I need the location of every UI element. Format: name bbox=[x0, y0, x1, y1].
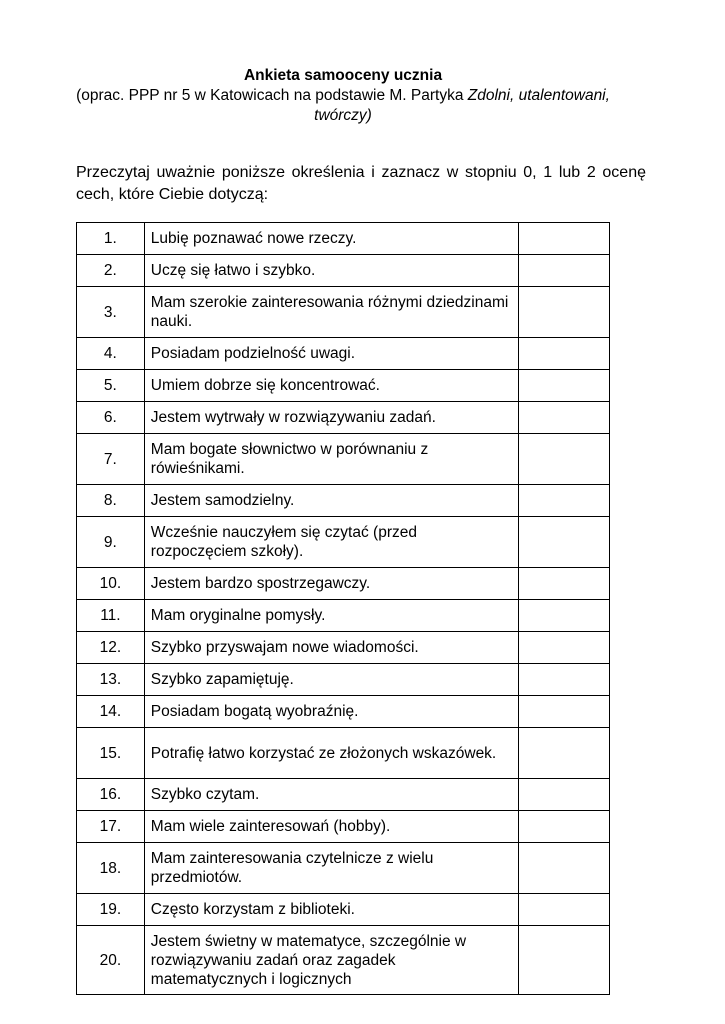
rating-cell[interactable] bbox=[519, 926, 610, 995]
item-number: 7. bbox=[77, 434, 145, 485]
rating-cell[interactable] bbox=[519, 894, 610, 926]
rating-cell[interactable] bbox=[519, 696, 610, 728]
table-row bbox=[77, 402, 610, 434]
rating-cell[interactable] bbox=[519, 664, 610, 696]
item-number: 18. bbox=[77, 843, 145, 894]
document-header bbox=[76, 66, 610, 126]
table-row bbox=[77, 728, 610, 779]
item-text: Umiem dobrze się koncentrować. bbox=[144, 370, 519, 402]
item-text: Jestem samodzielny. bbox=[144, 485, 519, 517]
item-number: 8. bbox=[77, 485, 145, 517]
item-text: Posiadam bogatą wyobraźnię. bbox=[144, 696, 519, 728]
rating-cell[interactable] bbox=[519, 485, 610, 517]
item-text: Potrafię łatwo korzystać ze złożonych wskazówek. bbox=[144, 728, 519, 779]
item-number: 16. bbox=[77, 779, 145, 811]
item-number: 13. bbox=[77, 664, 145, 696]
item-text: Często korzystam z biblioteki. bbox=[144, 894, 519, 926]
item-text: Wcześnie nauczyłem się czytać (przed rozpoczęciem szkoły). bbox=[144, 517, 519, 568]
table-row bbox=[77, 485, 610, 517]
item-number: 17. bbox=[77, 811, 145, 843]
table-row bbox=[77, 568, 610, 600]
item-number: 1. bbox=[77, 223, 145, 255]
item-text: Jestem wytrwały w rozwiązywaniu zadań. bbox=[144, 402, 519, 434]
item-number: 12. bbox=[77, 632, 145, 664]
rating-cell[interactable] bbox=[519, 434, 610, 485]
item-number: 20. bbox=[77, 926, 145, 995]
table-row bbox=[77, 338, 610, 370]
item-text: Mam szerokie zainteresowania różnymi dziedzinami nauki. bbox=[144, 287, 519, 338]
rating-cell[interactable] bbox=[519, 255, 610, 287]
rating-cell[interactable] bbox=[519, 600, 610, 632]
item-text: Mam bogate słownictwo w porównaniu z rówieśnikami. bbox=[144, 434, 519, 485]
table-row bbox=[77, 223, 610, 255]
table-row bbox=[77, 370, 610, 402]
table-row bbox=[77, 632, 610, 664]
item-number: 5. bbox=[77, 370, 145, 402]
item-text: Uczę się łatwo i szybko. bbox=[144, 255, 519, 287]
table-row bbox=[77, 779, 610, 811]
table-row bbox=[77, 600, 610, 632]
item-number: 4. bbox=[77, 338, 145, 370]
rating-cell[interactable] bbox=[519, 287, 610, 338]
subtitle-source: (oprac. PPP nr 5 w Katowicach na podstawie M. Partyka bbox=[76, 87, 468, 104]
item-text: Mam wiele zainteresowań (hobby). bbox=[144, 811, 519, 843]
item-number: 19. bbox=[77, 894, 145, 926]
instructions: Przeczytaj uważnie poniższe określenia i zaznacz w stopniu 0, 1 lub 2 ocenę cech, które Ciebie dotyczą: bbox=[76, 164, 646, 203]
survey-table bbox=[76, 222, 610, 995]
table-row bbox=[77, 434, 610, 485]
subtitle-book-title: Zdolni, utalentowani, twórczy) bbox=[314, 87, 610, 124]
item-text: Jestem świetny w matematyce, szczególnie w rozwiązywaniu zadań oraz zagadek matematycznych i logicznych bbox=[144, 926, 519, 995]
item-text: Jestem bardzo spostrzegawczy. bbox=[144, 568, 519, 600]
item-number: 2. bbox=[77, 255, 145, 287]
item-text: Mam zainteresowania czytelnicze z wielu przedmiotów. bbox=[144, 843, 519, 894]
table-row bbox=[77, 287, 610, 338]
item-number: 11. bbox=[77, 600, 145, 632]
item-text: Posiadam podzielność uwagi. bbox=[144, 338, 519, 370]
table-row bbox=[77, 517, 610, 568]
rating-cell[interactable] bbox=[519, 517, 610, 568]
item-number: 10. bbox=[77, 568, 145, 600]
rating-cell[interactable] bbox=[519, 223, 610, 255]
item-text: Szybko czytam. bbox=[144, 779, 519, 811]
item-text: Szybko przyswajam nowe wiadomości. bbox=[144, 632, 519, 664]
table-row bbox=[77, 894, 610, 926]
rating-cell[interactable] bbox=[519, 568, 610, 600]
rating-cell[interactable] bbox=[519, 338, 610, 370]
table-row bbox=[77, 926, 610, 995]
item-number: 9. bbox=[77, 517, 145, 568]
document-subtitle bbox=[76, 86, 610, 126]
rating-cell[interactable] bbox=[519, 402, 610, 434]
rating-cell[interactable] bbox=[519, 843, 610, 894]
item-text: Mam oryginalne pomysły. bbox=[144, 600, 519, 632]
item-text: Szybko zapamiętuję. bbox=[144, 664, 519, 696]
rating-cell[interactable] bbox=[519, 811, 610, 843]
item-number: 6. bbox=[77, 402, 145, 434]
rating-cell[interactable] bbox=[519, 370, 610, 402]
table-row bbox=[77, 255, 610, 287]
rating-cell[interactable] bbox=[519, 779, 610, 811]
item-number: 3. bbox=[77, 287, 145, 338]
document-title: Ankieta samooceny ucznia bbox=[243, 67, 443, 84]
item-number: 15. bbox=[77, 728, 145, 779]
table-row bbox=[77, 664, 610, 696]
rating-cell[interactable] bbox=[519, 632, 610, 664]
table-row bbox=[77, 696, 610, 728]
table-row bbox=[77, 843, 610, 894]
item-text: Lubię poznawać nowe rzeczy. bbox=[144, 223, 519, 255]
table-row bbox=[77, 811, 610, 843]
rating-cell[interactable] bbox=[519, 728, 610, 779]
item-number: 14. bbox=[77, 696, 145, 728]
